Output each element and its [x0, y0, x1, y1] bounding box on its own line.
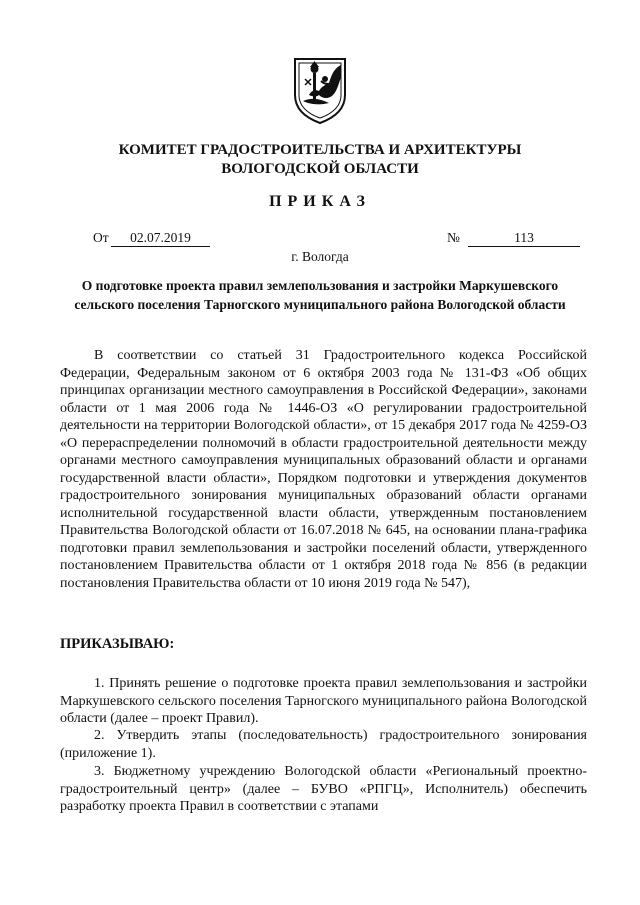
- vologda-oblast-coat-of-arms-icon: [291, 55, 349, 125]
- preamble-paragraph: В соответствии со статьей 31 Градостроительного кодекса Российской Федерации, Федеральным законом от 6 октября 2003 года № 131-ФЗ «Об общих принципах организации местного самоуправления в Российской Федерации», законами области от 1 мая 2006 года № 1446-ОЗ «О регулировании градостроительной деятельности на территории Вологодской области», от 15 декабря 2017 года № 4259-ОЗ «О перераспределении полномочий в области градостроительной деятельности между органами местного самоуправления муниципальных образований области и органами государственной власти области», Порядком подготовки и утверждения документов градостроительного зонирования муниципальных образований области органами исполнительной государственной власти области, утвержденным постановлением Правительства Вологодской области от 16.07.2018 № 645, на основании плана-графика подготовки правил землепользования и застройки поселений области, утвержденного постановлением Правительства области от 1 октября 2018 года № 856 (в редакции постановления Правительства области от 10 июня 2019 года № 547),: [60, 348, 587, 591]
- order-item-2: 2. Утвердить этапы (последовательность) градостроительного зонирования (приложение 1).: [60, 728, 587, 761]
- document-date: 02.07.2019: [111, 230, 210, 247]
- organization-name-line1: КОМИТЕТ ГРАДОСТРОИТЕЛЬСТВА И АРХИТЕКТУРЫ: [118, 142, 522, 158]
- document-type-title: ПРИКАЗ: [269, 193, 371, 210]
- document-subject: О подготовке проекта правил землепользования и застройки Маркушевского сельского поселения Тарногского муниципального района Вологодской области: [74, 278, 566, 312]
- issue-city: г. Вологда: [291, 249, 349, 264]
- order-item-1: 1. Принять решение о подготовке проекта правил землепользования и застройки Маркушевского сельского поселения Тарногского муниципального района Вологодской области (далее – проект Правил).: [60, 676, 587, 726]
- order-item-3: 3. Бюджетному учреждению Вологодской области «Региональный проектно-градостроительный центр» (далее – БУВО «РПГЦ», Исполнитель) обеспечить разработку проекта Правил в соответствии с этапами: [60, 764, 587, 814]
- document-number: 113: [468, 230, 580, 247]
- order-heading: ПРИКАЗЫВАЮ:: [60, 636, 175, 652]
- date-label: От: [93, 230, 109, 245]
- organization-name-line2: ВОЛОГОДСКОЙ ОБЛАСТИ: [221, 161, 419, 177]
- number-label: №: [447, 230, 460, 245]
